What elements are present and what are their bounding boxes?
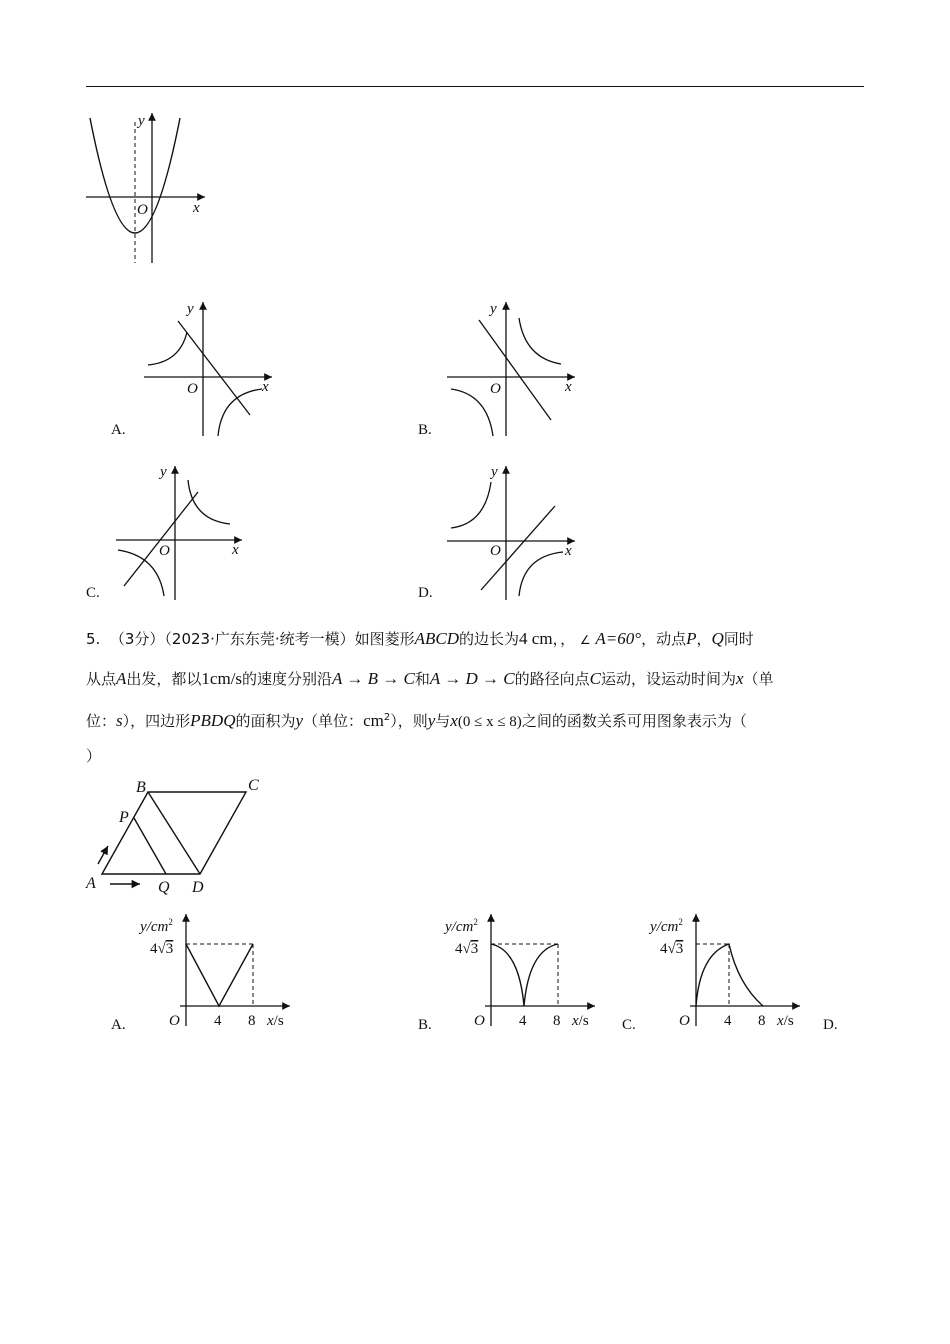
- answer-b-graph: [445, 910, 645, 1040]
- ymax-label: 4√3: [455, 941, 479, 957]
- superscript: 2: [678, 917, 683, 927]
- math: x: [450, 711, 458, 730]
- x-axis-label: x: [193, 200, 200, 216]
- text: （单: [743, 670, 774, 688]
- option-b-label: B.: [418, 422, 432, 438]
- text: 的路径向点: [514, 670, 590, 688]
- question-line-3: [86, 708, 747, 732]
- x-tick: 8: [248, 1013, 256, 1029]
- text: 的面积为: [235, 712, 296, 730]
- option-d-label: D.: [418, 585, 433, 601]
- math: s: [116, 711, 123, 730]
- x-tick: 4: [724, 1013, 732, 1029]
- question-number: 5.: [86, 630, 101, 648]
- x-axis-var: x: [572, 1013, 579, 1029]
- origin-label: O: [490, 543, 501, 559]
- x-axis-label: x: [565, 543, 572, 559]
- y-axis-title: y/cm: [140, 919, 169, 935]
- answer-a-graph: [140, 910, 340, 1040]
- text: 之间的函数关系可用图象表示为（: [521, 712, 747, 730]
- point-p: P: [119, 809, 129, 826]
- x-axis-unit: /s: [578, 1013, 589, 1029]
- header-rule: [86, 86, 864, 87]
- y-axis-title: y/cm: [445, 919, 474, 935]
- text: 与: [435, 712, 451, 730]
- vertex-a: A: [86, 875, 96, 892]
- svg-text:y/cm2: [648, 917, 683, 935]
- math: A: [116, 669, 127, 688]
- answer-a-label: A.: [111, 1017, 126, 1033]
- math: x: [735, 669, 744, 688]
- answer-c-label: C.: [622, 1017, 636, 1033]
- text: ），则: [390, 712, 428, 730]
- svg-text:x/s: [266, 1013, 284, 1029]
- vertex-b: B: [136, 779, 146, 796]
- y-axis-title: y/cm: [650, 919, 679, 935]
- y-axis-label: y: [138, 113, 145, 129]
- answer-c-graph: [650, 910, 850, 1040]
- x-tick: 4: [519, 1013, 527, 1029]
- question-source: （2023·广东东莞·统考一模）: [164, 630, 355, 648]
- y-axis-label: y: [160, 464, 167, 480]
- math: PBDQ: [190, 711, 236, 730]
- option-a-graph: [140, 298, 280, 443]
- x-tick: 8: [553, 1013, 561, 1029]
- answer-b-label: B.: [418, 1017, 432, 1033]
- text: ，: [696, 630, 712, 648]
- text: 如图菱形: [354, 630, 415, 648]
- y-axis-label: y: [490, 301, 497, 317]
- math: P: [686, 629, 697, 648]
- question-score: （3分）: [109, 630, 165, 648]
- answer-d-label: D.: [823, 1017, 838, 1033]
- origin-label: O: [159, 543, 170, 559]
- text: 的边长为: [459, 630, 520, 648]
- rhombus-figure: [82, 772, 282, 902]
- math: y: [427, 711, 436, 730]
- y-axis-label: y: [491, 464, 498, 480]
- x-axis-var: x: [267, 1013, 274, 1029]
- vertex-c: C: [248, 777, 259, 794]
- option-c-label: C.: [86, 585, 100, 601]
- text: 的速度分别沿: [242, 670, 333, 688]
- option-c-graph: [112, 462, 252, 607]
- x-axis-label: x: [232, 542, 239, 558]
- svg-text:x/s: [571, 1013, 589, 1029]
- question-line-4: [86, 746, 101, 766]
- x-tick: 8: [758, 1013, 766, 1029]
- x-axis-label: x: [565, 379, 572, 395]
- y-axis-label: y: [187, 301, 194, 317]
- math: A → D → C: [429, 669, 515, 688]
- text: 同时: [723, 630, 754, 648]
- origin-label: O: [679, 1013, 690, 1029]
- math: 4 cm: [519, 629, 553, 648]
- text: ）: [86, 747, 102, 765]
- angle-symbol: ∠: [579, 633, 591, 647]
- question-line-1: [86, 629, 754, 650]
- math: A=60°: [595, 629, 642, 648]
- math: 1cm/s: [201, 669, 243, 688]
- option-b-graph: [443, 298, 583, 443]
- text: 和: [414, 670, 430, 688]
- math: Q: [711, 629, 724, 648]
- question-line-2: [86, 669, 774, 689]
- x-axis-unit: /s: [783, 1013, 794, 1029]
- option-a-label: A.: [111, 422, 126, 438]
- option-d-graph: [443, 462, 583, 607]
- svg-text:y/cm2: [443, 917, 478, 935]
- math: cm: [363, 711, 384, 730]
- text: ），四边形: [122, 712, 191, 730]
- ymax-label: 4√3: [150, 941, 174, 957]
- ymax-label: 4√3: [660, 941, 684, 957]
- origin-label: O: [187, 381, 198, 397]
- parabola-figure: [80, 108, 220, 268]
- x-axis-label: x: [262, 379, 269, 395]
- math: y: [295, 711, 304, 730]
- text: 从点: [86, 670, 117, 688]
- math: C: [589, 669, 601, 688]
- superscript: 2: [383, 712, 391, 723]
- math: (0 ≤ x ≤ 8): [457, 714, 522, 730]
- text: ，动点: [641, 630, 687, 648]
- math: ABCD: [414, 629, 460, 648]
- superscript: 2: [168, 917, 173, 927]
- vertex-d: D: [192, 879, 204, 896]
- math: A → B → C: [332, 669, 415, 688]
- origin-label: O: [490, 381, 501, 397]
- x-axis-unit: /s: [273, 1013, 284, 1029]
- text: 位：: [86, 712, 117, 730]
- x-tick: 4: [214, 1013, 222, 1029]
- text: （单位：: [303, 712, 364, 730]
- point-q: Q: [158, 879, 170, 896]
- superscript: 2: [473, 917, 478, 927]
- text: 出发，都以: [126, 670, 202, 688]
- origin-label: O: [169, 1013, 180, 1029]
- svg-text:x/s: [776, 1013, 794, 1029]
- svg-text:y/cm2: [138, 917, 173, 935]
- text: ，，: [552, 630, 576, 648]
- origin-label: O: [137, 202, 148, 218]
- origin-label: O: [474, 1013, 485, 1029]
- x-axis-var: x: [777, 1013, 784, 1029]
- text: 运动，设运动时间为: [600, 670, 736, 688]
